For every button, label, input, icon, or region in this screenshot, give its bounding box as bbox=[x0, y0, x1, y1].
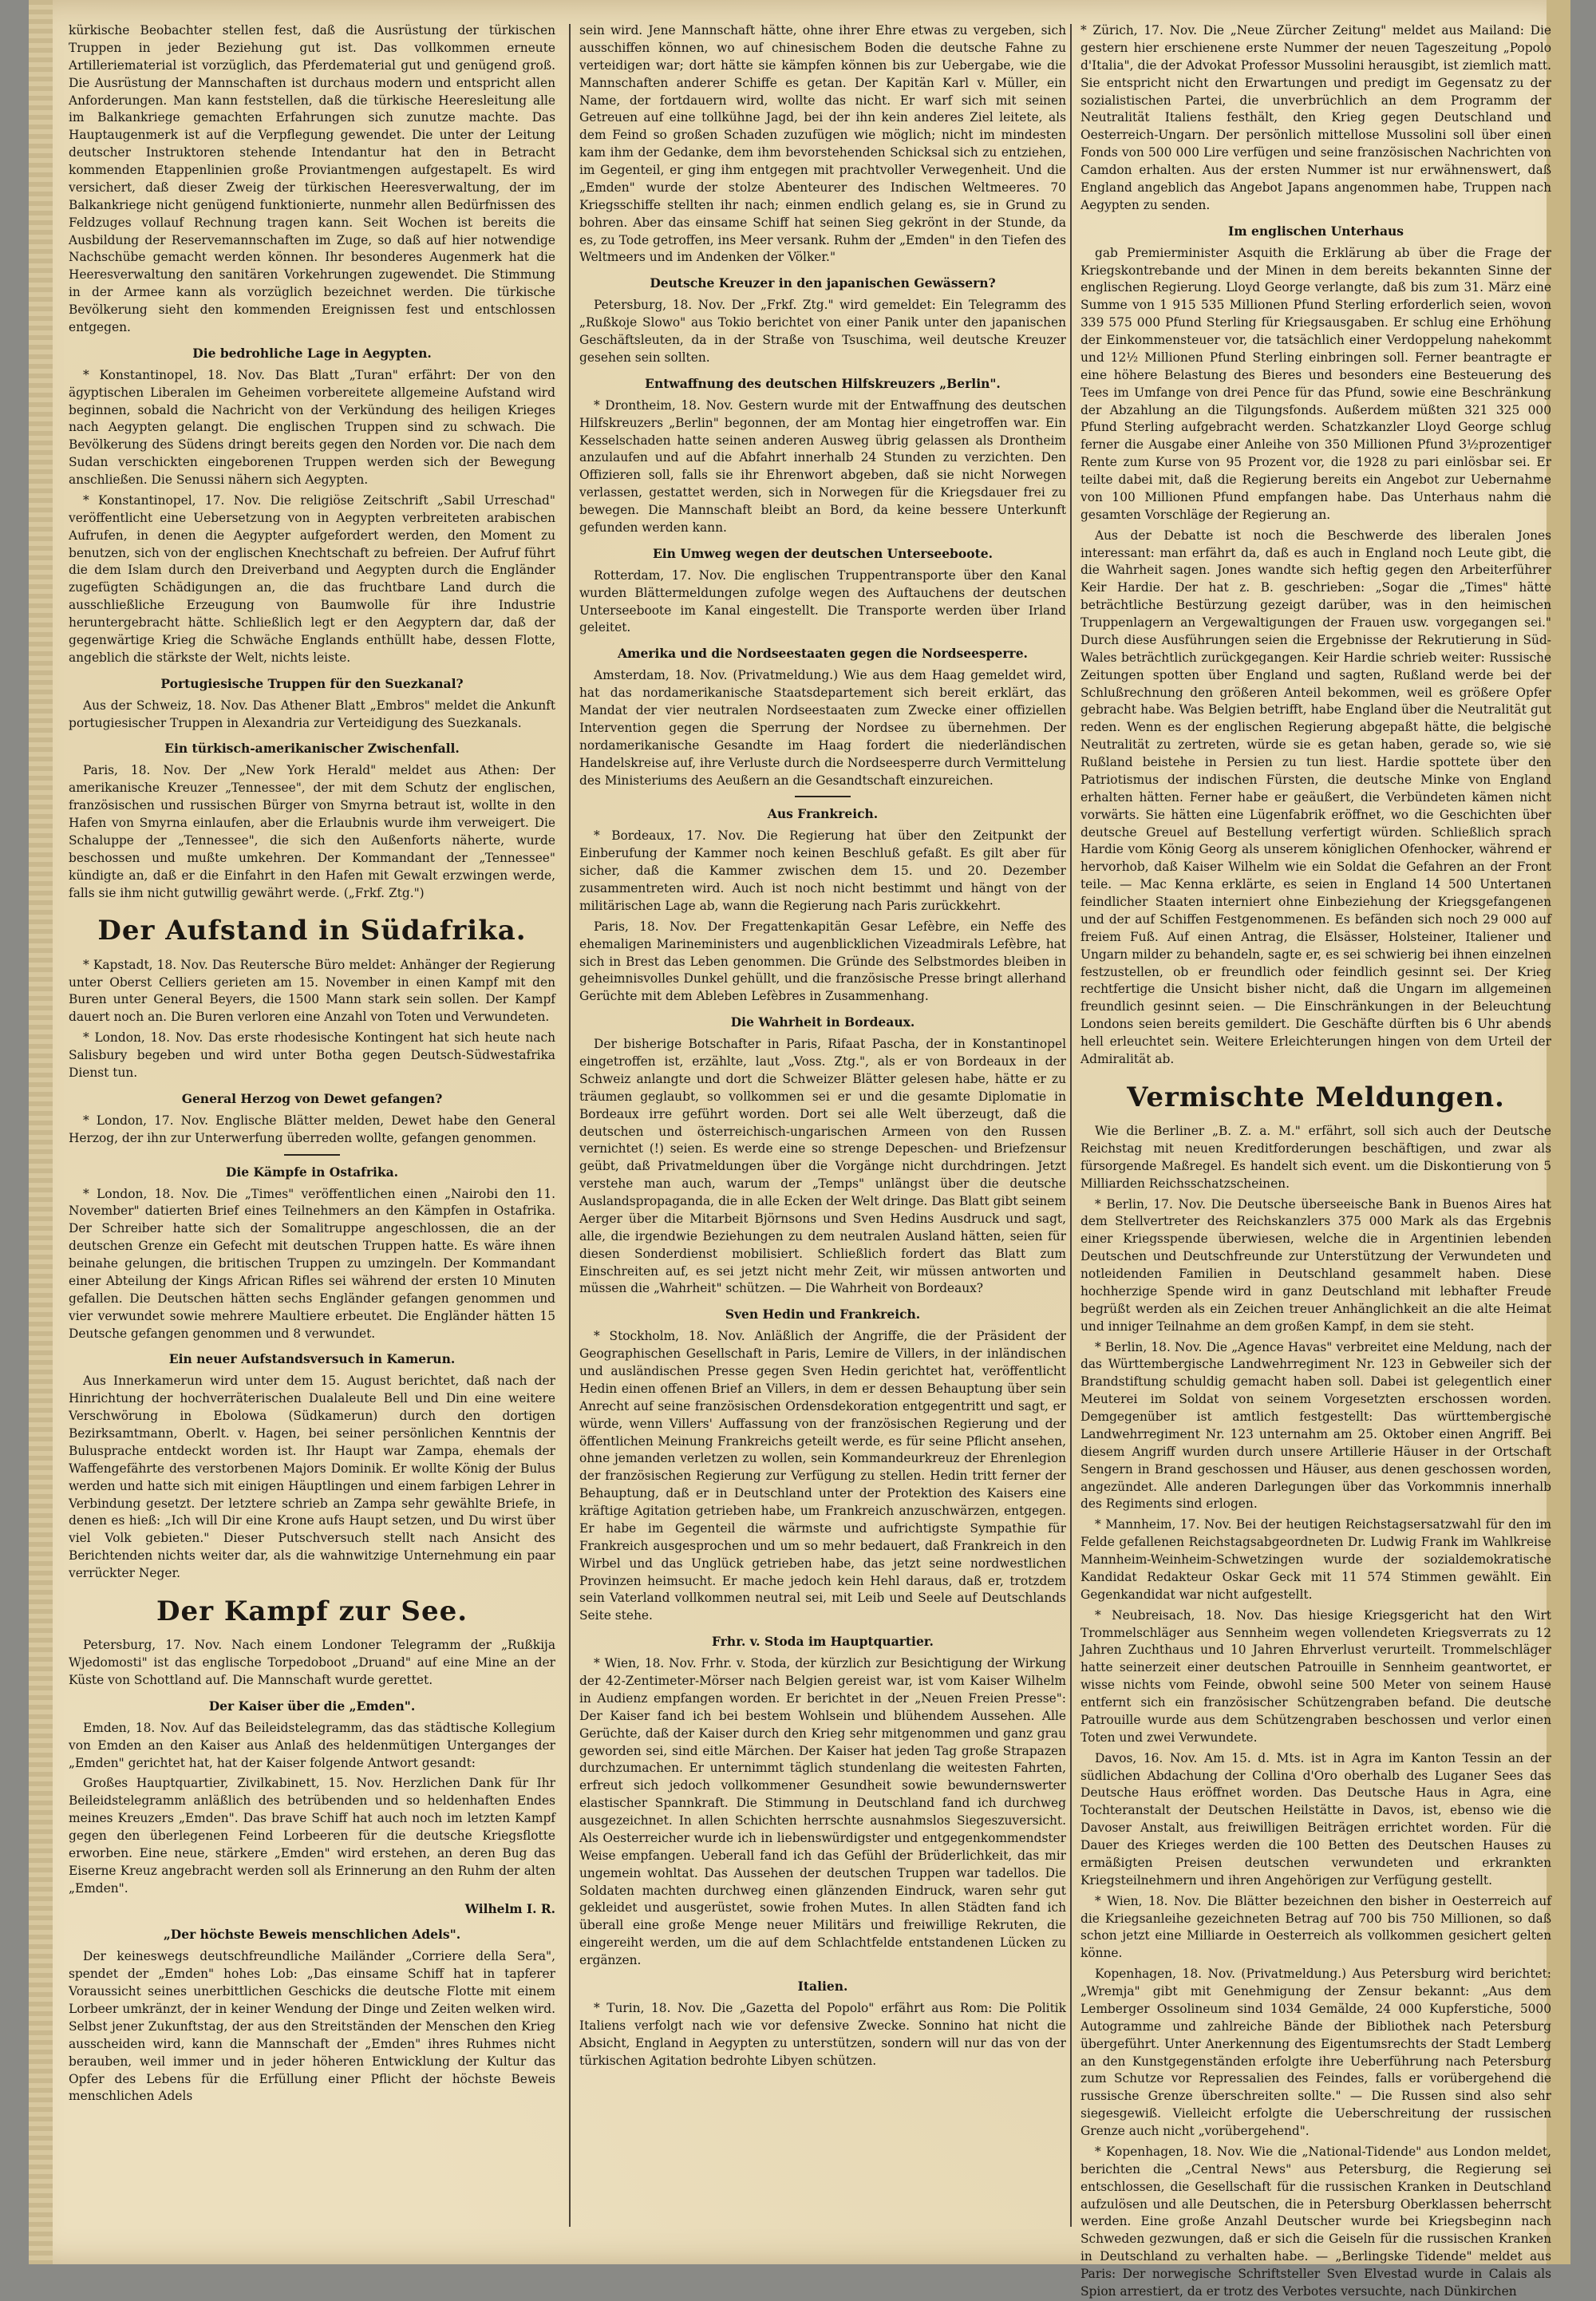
section-headline: Der Aufstand in Südafrika. bbox=[97, 915, 527, 947]
article-paragraph: * Berlin, 18. Nov. Die „Agence Havas" verbreitet eine Meldung, nach der das Württembergische Landwehrregiment Nr. 123 in Gebweiler sich der Brandstiftung schuldig gemacht haben soll. Dabei ist gelegentlich einer Meuterei im Soldat von seinem Vorgesetzten erschossen worden. Demgegenüber ist amtlich festgestellt: Das württembergische Landwehrregiment Nr. 123 unternahm am 25. Oktober einen Angriff. Bei diesem Angriff wurden durch unsere Artillerie Häuser in der Ortschaft Sengern in Brand geschossen und Häuser, aus denen geschossen worden, angezündet. Alle anderen Darlegungen über das Vorkommnis innerhalb des Regiments sind erlogen. bbox=[1080, 1339, 1551, 1512]
section-separator bbox=[795, 796, 851, 797]
article-paragraph: * Kapstadt, 18. Nov. Das Reutersche Büro meldet: Anhänger der Regierung unter Oberst Celliers gerieten am 15. November in einen Kampf mit den Buren unter General Beyers, die 1500 Mann stark sein sollen. Der Kampf dauert noch an. Die Buren verloren eine Anzahl von Toten und Verwundeten. bbox=[69, 957, 555, 1025]
article-paragraph: Petersburg, 17. Nov. Nach einem Londoner Telegramm der „Rußkija Wjedomosti" ist das englische Torpedoboot „Druand" auf eine Mine an der Küste von Schottland auf. Die Mannschaft wurde gerettet. bbox=[69, 1638, 555, 1687]
article-subheading: Ein Umweg wegen der deutschen Unterseeboote. bbox=[652, 545, 993, 561]
column-rule-1 bbox=[569, 24, 571, 2227]
section-headline: Vermischte Meldungen. bbox=[1127, 1081, 1505, 1113]
article-subheading: „Der höchste Beweis menschlichen Adels". bbox=[163, 1927, 461, 1943]
article-subheading: Ein türkisch-amerikanischer Zwischenfall. bbox=[164, 741, 460, 757]
column-1 bbox=[69, 22, 555, 2225]
article-subheading: Entwaffnung des deutschen Hilfskreuzers „Berlin". bbox=[645, 375, 1001, 391]
article-subheading: Die Kämpfe in Ostafrika. bbox=[225, 1164, 399, 1180]
article-subheading: Aus Frankreich. bbox=[767, 806, 879, 822]
article-subheading: Die bedrohliche Lage in Aegypten. bbox=[192, 345, 432, 361]
article-subheading: Italien. bbox=[797, 1978, 848, 1994]
article-subheading: Deutsche Kreuzer in den japanischen Gewässern? bbox=[650, 275, 996, 291]
article-paragraph: Großes Hauptquartier, Zivilkabinett, 15. Nov. Herzlichen Dank für Ihr Beileidstelegramm anläßlich des betrübenden und so heldenhaften Endes meines Kreuzers „Emden". Das brave Schiff hat auch noch im letzten Kampf gegen den überlegenen Feind Lorbeeren für die deutsche Kriegsflotte erworben. Eine neue, stärkere „Emden" wird erstehen, an deren Bug das Eiserne Kreuz angebracht werden soll als Erinnerung an den Ruhm der alten „Emden". bbox=[69, 1776, 555, 1896]
article-paragraph: * Zürich, 17. Nov. Die „Neue Zürcher Zeitung" meldet aus Mailand: Die gestern hier erschienene erste Nummer der neuen Tageszeitung „Popolo d'Italia", die der Advokat Professor Mussolini herausgibt, ist ziemlich matt. Sie entspricht nicht den Erwartungen und predigt im Gegensatz zu der sozialistischen Partei, die unverbrüchlich an dem Programm der Neutralität Italiens festhält, den Krieg gegen Deutschland und Oesterreich-Ungarn. Der persönlich mittellose Mussolini soll über einen Fonds von 500 000 Lire verfügen und seine französischen Nachrichten von Camdon erhalten. Aus der ersten Nummer ist nur erwähnenswert, daß England angeblich das Angebot Japans angenommen habe, Truppen nach Aegypten zu senden. bbox=[1080, 23, 1551, 212]
signature-line: Wilhelm I. R. bbox=[464, 1901, 555, 1916]
article-paragraph: Davos, 16. Nov. Am 15. d. Mts. ist in Agra im Kanton Tessin an der südlichen Abdachung der Collina d'Oro oberhalb des Luganer Sees das Deutsche Haus eröffnet worden. Das Deutsche Haus in Agra, eine Tochteranstalt der Deutschen Heilstätte in Davos, ist, ebenso wie die Davoser Anstalt, aus freiwilligen Beiträgen errichtet worden. Für die Dauer des Krieges werden die 100 Betten des Deutschen Hauses zu ermäßigten Preisen deutschen verwundeten und erkrankten Kriegsteilnehmern und ihren Angehörigen zur Verfügung gestellt. bbox=[1080, 1750, 1551, 1888]
article-paragraph: Aus der Debatte ist noch die Beschwerde des liberalen Jones interessant: man erfährt da, daß es auch in England noch Leute gibt, die die Wahrheit sagen. Jones wandte sich heftig gegen den Arbeiterführer Keir Hardie. Der hat z. B. geschrieben: „Sogar die „Times" hätte beträchtliche Bestürzung gezeigt darüber, was in den heimischen Truppenlagern an Vergewaltigungen der Frauen usw. vorgegangen sei." Durch diese Ausführungen seien die Ergebnisse der Rekrutierung in Süd-Wales beträchtlich zurückgegangen. Keir Hardie schrieb weiter: Russische Zeitungen spotten über England und sagten, Rußland werde bei der Schlußrechnung den größeren Anteil bekommen, weil es größere Opfer gebracht habe. Was Belgien betrifft, habe England über die Neutralität gut reden. Wenn es der englischen Regierung abgepaßt hätte, die belgische Neutralität zu zertreten, würde sie es getan haben, gerade so, wie sie Rußland beistehe in Persien zu tun liest. Hardie spottete über den Patriotismus der indischen Fürsten, die deutsche Minke von England erhalten hätten. Ferner habe er geäußert, die Verbündeten kämen nicht vorwärts. Sie hätten eine Lügenfabrik eröffnet, wo die Geschichten über deutsche Greuel auf Bestellung verfertigt würden. Schließlich sprach Hardie vom König Georg als unserem königlichen Ofenhocker, während er hervorhob, daß Kaiser Wilhelm wie ein Soldat die Gefahren an der Front teile. — Mac Kenna erklärte, es seien in England 14 500 Untertanen feindlicher Staaten interniert ohne Einbeziehung der Kriegsgefangenen und der auf Schiffen Festgenommenen. Es befänden sich noch 29 000 auf freiem Fuß. Auf einen Antrag, die Elsässer, Holsteiner, Italiener und Ungarn milder zu behandeln, sagte er, es sei schwierig bei ihnen einzelnen festzustellen, ob er freundlich oder feindlich gesinnt sei. Der Krieg rechtfertige die Unsicht bisher nicht, daß die Ungarn im allgemeinen freundlich gesinnt seien. — Die Einschränkungen in der Beleuchtung Londons seien bereits gemildert. Die Geschäfte dürften bis 6 Uhr abends hell erleuchtet sein. Weitere Erleichterungen hingen von dem Urteil der Admiralität ab. bbox=[1080, 528, 1551, 1066]
article-paragraph: * Turin, 18. Nov. Die „Gazetta del Popolo" erfährt aus Rom: Die Politik Italiens verfolgt nach wie vor defensive Zwecke. Sonnino hat nicht die Absicht, England in Aegypten zu unterstützen, sondern will nur das von der türkischen Agitation bedrohte Libyen schützen. bbox=[579, 2000, 1066, 2068]
article-paragraph: * London, 18. Nov. Das erste rhodesische Kontingent hat sich heute nach Salisbury begeben und wird unter Botha gegen Deutsch-Südwestafrika Dienst tun. bbox=[69, 1030, 555, 1080]
article-paragraph: Rotterdam, 17. Nov. Die englischen Truppentransporte über den Kanal wurden Blättermeldungen zufolge wegen des Auftauchens der deutschen Unterseeboote im Kanal eingestellt. Die Transporte werden über Irland geleitet. bbox=[579, 567, 1066, 635]
article-paragraph: sein wird. Jene Mannschaft hätte, ohne ihrer Ehre etwas zu vergeben, sich ausschiffen können, wo auf chinesischem Boden die deutsche Fahne zu verteidigen war; dort hätte sie kämpfen können bis zur Uebergabe, wie die Mannschaften anderer Schiffe es getan. Der Kapitän Karl v. Müller, ein Name, der fortdauern wird, wollte das nicht. Er warf sich mit seinen Getreuen auf eine tollkühne Jagd, bei der ihn kein anderes Ziel leitete, als dem Feind so großen Schaden zuzufügen wie möglich; nicht im mindesten kam ihm der Gedanke, dem ihm bevorstehenden Schicksal sich zu entziehen, im Gegenteil, er ging ihm entgegen mit prachtvoller Verwegenheit. Und die „Emden" wurde der stolze Abenteurer des Indischen Weltmeeres. 70 Kriegsschiffe stellten ihr nach; einmen endlich gelang es, sie in Grund zu bohren. Aber das einsame Schiff hat seinen Sieg gekrönt in der Stunde, da es, zu Tode getroffen, ins Meer versank. Ruhm der „Emden" in den Tiefen des Weltmeers und im Andenken der Völker." bbox=[579, 23, 1066, 265]
article-subheading: General Herzog von Dewet gefangen? bbox=[181, 1090, 443, 1106]
column-3 bbox=[1080, 22, 1551, 2299]
article-paragraph: * Drontheim, 18. Nov. Gestern wurde mit der Entwaffnung des deutschen Hilfskreuzers „Berlin" begonnen, der am Montag hier eingetroffen war. Ein Kesselschaden hatte seinen anderen Ausweg übrig gelassen als Drontheim anzulaufen und auf die Abfahrt innerhalb 24 Stunden zu verzichten. Den Offizieren soll, falls sie ihr Ehrenwort abgeben, daß sie nicht Norwegen verlassen, gestattet werden, sich in Norwegen für die Kriegsdauer frei zu bewegen. Die Mannschaft bleibt an Bord, da keine bessere Unterkunft gefunden werden kann. bbox=[579, 397, 1066, 535]
section-separator bbox=[284, 1154, 340, 1156]
left-binding-strip bbox=[29, 0, 53, 2264]
article-paragraph: Wie die Berliner „B. Z. a. M." erfährt, soll sich auch der Deutsche Reichstag mit neuen Kreditforderungen beschäftigen, und zwar als fürsorgende Maßregel. Es handelt sich event. um die Diskontierung von 5 Milliarden Reichsschatzscheinen. bbox=[1080, 1124, 1551, 1191]
article-subheading: Die Wahrheit in Bordeaux. bbox=[730, 1014, 915, 1030]
article-paragraph: Kopenhagen, 18. Nov. (Privatmeldung.) Aus Petersburg wird berichtet: „Wremja" gibt mit Genehmigung der Zensur bekannt: „Aus dem Lemberger Ossolineum sind 1034 Gemälde, 24 000 Kupferstiche, 5000 Autogramme und zahlreiche Bände der Bibliothek nach Petersburg übergeführt. Unter Anerkennung des Eigentumsrechts der Stadt Lemberg an den Kunstgegenständen erfolgte ihre Ueberführung nach Petersburg zum Schutze vor Repressalien des Feindes, falls er vorübergehend die russische Grenze überschreiten sollte." — Die Russen sind also sehr siegesgewiß. Vielleicht erfolgte die Ueberschreitung der russischen Grenze auch nicht „vorübergehend". bbox=[1080, 1967, 1551, 2139]
column-rule-2 bbox=[1070, 24, 1072, 2227]
article-paragraph: Emden, 18. Nov. Auf das Beileidstelegramm, das das städtische Kollegium von Emden an den Kaiser aus Anlaß des heldenmütigen Unterganges der „Emden" gerichtet hat, hat der Kaiser folgende Antwort gesandt: bbox=[69, 1720, 555, 1770]
article-paragraph: gab Premierminister Asquith die Erklärung ab über die Frage der Kriegskontrebande und der Minen in dem bereits bekannten Sinne der englischen Regierung. Lloyd George verlangte, daß bis zum 31. März eine Summe von 1 915 535 Millionen Pfund Sterling erforderlich seien, wovon 339 575 000 Pfund Sterling für Kriegsausgaben. Er schlug eine Erhöhung der Einkommensteuer vor, die tatsächlich einer Verdoppelung nahekommt und 12½ Millionen Pfund Sterling einbringen soll. Ferner beantragte er eine höhere Belastung des Bieres und besonders eine Besteuerung des Tees im Umfange von drei Pence für das Pfund, sowie eine Beschränkung der Abzahlung an die Tilgungsfonds. Außerdem müßten 321 325 000 Pfund Sterling aufgebracht werden. Schatzkanzler Lloyd George schlug ferner die Ausgabe einer Anleihe von 350 Millionen Pfund 3½prozentiger Rente zum Kurse von 95 Prozent vor, die 1928 zu pari einlösbar sei. Er teilte dabei mit, daß die Regierung bereits ein Angebot zur Uebernahme von 100 Millionen Pfund empfangen habe. Das Unterhaus nahm die gesamten Vorschläge der Regierung an. bbox=[1080, 245, 1551, 522]
article-paragraph: Aus Innerkamerun wird unter dem 15. August berichtet, daß nach der Hinrichtung der hochverräterischen Dualaleute Bell und Din eine weitere Verschwörung in Ebolowa (Südkamerun) durch den dortigen Bezirksamtmann, Oberlt. v. Hagen, bei seiner persönlichen Kenntnis der Bulusprache entdeckt worden ist. Ihr Haupt war Zampa, ehemals der Waffengefährte des verstorbenen Majors Dominik. Er wollte König der Bulus werden und hatte sich mit einigen Häuptlingen und einem farbigen Lehrer in Verbindung gesetzt. Der letztere schrieb an Zampa sehr gewählte Briefe, in denen es hieß: „Ich will Dir eine Krone aufs Haupt setzen, und Du wirst über viel Volk gebieten." Dieser Putschversuch stellt nach Ansicht des Berichtenden nichts weiter dar, als die wahnwitzige Unternehmung ein paar verrückter Neger. bbox=[69, 1374, 555, 1581]
article-paragraph: kürkische Beobachter stellen fest, daß die Ausrüstung der türkischen Truppen in jeder Beziehung gut ist. Das vollkommen erneute Artilleriematerial ist vorzüglich, das Pferdematerial gut und genügend groß. Die Ausrüstung der Mannschaften ist durchaus modern und entspricht allen Anforderungen. Man kann feststellen, daß die türkische Heeresleitung alle im Balkankriege gemachten Erfahrungen sich zunutze machte. Das Hauptaugenmerk ist auf die Verpflegung gewendet. Die unter der Leitung deutscher Instruktoren stehende Intendantur hat den in Betracht kommenden Etappenlinien große Proviantmengen aufgestapelt. Es wird versichert, daß dieser Zweig der türkischen Heeresverwaltung, der im Balkankriege nicht genügend funktionierte, nunmehr allen Bedürfnissen des Feldzuges vollauf Rechnung tragen kann. Seit Wochen ist bereits die Ausbildung der Reservemannschaften im Zuge, so daß auf hier notwendige Nachschübe gemacht werden können. Ihr besonderes Augenmerk hat die Heeresverwaltung den sanitären Vorkehrungen zugewendet. Die Stimmung in der Armee kann als vorzüglich bezeichnet werden. Die türkische Bevölkerung sieht den kommenden Ereignissen fest und entschlossen entgegen. bbox=[69, 23, 555, 334]
article-subheading: Sven Hedin und Frankreich. bbox=[725, 1307, 921, 1322]
article-subheading: Amerika und die Nordseestaaten gegen die Nordseesperre. bbox=[618, 646, 1028, 662]
article-subheading: Im englischen Unterhaus bbox=[1227, 223, 1404, 239]
article-paragraph: * Berlin, 17. Nov. Die Deutsche überseeische Bank in Buenos Aires hat dem Stellvertreter des Reichskanzlers 375 000 Mark als das Ergebnis einer Kriegsspende überwiesen, welche die in Argentinien lebenden Deutschen und Deutschfreunde zur Unterstützung der Verwundeten und notleidenden Familien in Deutschland gesammelt haben. Diese hochherzige Spende wird in ganz Deutschland mit lebhafter Freude begrüßt werden als ein Zeichen treuer Anhänglichkeit an die alte Heimat und inniger Teilnahme an dem großen Kampf, in dem sie steht. bbox=[1080, 1196, 1551, 1334]
article-paragraph: * Konstantinopel, 17. Nov. Die religiöse Zeitschrift „Sabil Urreschad" veröffentlicht eine Uebersetzung von in Aegypten verbreiteten arabischen Aufrufen, in denen die Aegypter aufgefordert werden, den Moment zu benutzen, sich von der englischen Knechtschaft zu befreien. Der Aufruf führt die dem Islam durch den Dreiverband und Aegypten durch die Engländer zugefügten Schädigungen an, die das fruchtbare Land durch die ausschließliche Erzeugung von Baumwolle für ihre Industrie heruntergebracht hätte. Schließlich legt er den Aegyptern dar, daß der gegenwärtige Krieg die Schwäche Englands enthüllt habe, dessen Flotte, angeblich die stärkste der Welt, nichts leiste. bbox=[69, 492, 555, 665]
column-2 bbox=[579, 22, 1066, 2225]
article-paragraph: * Mannheim, 17. Nov. Bei der heutigen Reichstagsersatzwahl für den im Felde gefallenen Reichstagsabgeordneten Dr. Ludwig Frank im Wahlkreise Mannheim-Weinheim-Schwetzingen wurde der sozialdemokratische Kandidat Redakteur Oskar Geck mit 11 574 Stimmen gewählt. Ein Gegenkandidat war nicht aufgestellt. bbox=[1080, 1517, 1551, 1602]
article-subheading: Portugiesische Truppen für den Suezkanal? bbox=[160, 675, 464, 691]
article-paragraph: * Wien, 18. Nov. Frhr. v. Stoda, der kürzlich zur Besichtigung der Wirkung der 42-Zentimeter-Mörser nach Belgien gereist war, ist vom Kaiser Wilhelm in Audienz empfangen worden. Er berichtet in der „Neuen Freien Presse": Der Kaiser fand ich bei bestem Wohlsein und blühendem Aussehen. Alle Gerüchte, daß der Kaiser durch den Krieg sehr mitgenommen und ganz grau geworden sei, sind eitle Märchen. Der Kaiser hat jeden Tag große Strapazen durchzumachen. Er unternimmt täglich stundenlang die weitesten Fahrten, erfreut sich jedoch vollkommener Gesundheit sowie bewundernswerter elastischer Spannkraft. Die Stimmung in Deutschland fand ich durchweg ausgezeichnet. In allen Schichten herrschte ausnahmslos Siegeszuversicht. Als Oesterreicher wurde ich in liebenswürdigster und entgegenkommendster Weise empfangen. Ueberall fand ich das Gefühl der Brüderlichkeit, das mir ungemein wohltat. Das Aussehen der deutschen Truppen war tadellos. Die Soldaten machten durchweg einen glänzenden Eindruck, waren sehr gut gekleidet und ausgerüstet, sowie frohen Mutes. In allen Städten fand ich überall eine große Menge neuer Militärs und freiwillige Rekruten, die eingereiht werden, um die auf dem Schlachtfelde entstandenen Lücken zu ergänzen. bbox=[579, 1656, 1066, 1967]
section-headline: Der Kampf zur See. bbox=[156, 1595, 468, 1627]
article-subheading: Der Kaiser über die „Emden". bbox=[208, 1698, 416, 1714]
article-paragraph: Der bisherige Botschafter in Paris, Rifaat Pascha, der in Konstantinopel eingetroffen ist, erzählte, laut „Voss. Ztg.", als er von Bordeaux in der Schweiz anlangte und dort die Schweizer Blätter gelesen habe, hätte er zu träumen geglaubt, so vollkommen sei er und die gesamte Diplomatie in Bordeaux irre geführt worden. Dort sei alle Welt überzeugt, daß die deutschen und österreichisch-ungarischen Armeen von den Russen vernichtet (!) seien. Es werde eine so strenge Depeschen- und Briefzensur geübt, daß Privatmeldungen über die Vorgänge nicht durchdringen. Jetzt verstehe man auch, warum der „Temps" unlängst über die deutsche Auslandspropaganda, die in alle Ecken der Welt dringe. Das Blatt gibt seinem Aerger über die Mitarbeit Björnsons und Sven Hedins Ausdruck und sagt, alle, die irgendwie Beziehungen zu dem neutralen Ausland hätten, seien für diesen Sonderdienst mobilisiert. Schließlich fordert das Blatt zum Einschreiten auf, es sei jetzt nicht mehr Zeit, wir müssen antworten und müssen die „Wahrheit" schützen. — Die Wahrheit von Bordeaux? bbox=[579, 1037, 1066, 1296]
article-paragraph: Petersburg, 18. Nov. Der „Frkf. Ztg." wird gemeldet: Ein Telegramm des „Rußkoje Slowo" aus Tokio berichtet von einer Panik unter den japanischen Geschäftsleuten, da in der Straße von Tsuschima, weil deutsche Kreuzer gesehen sein sollten. bbox=[579, 298, 1066, 365]
article-paragraph: * Kopenhagen, 18. Nov. Wie die „National-Tidende" aus London meldet, berichten die „Central News" aus Petersburg, die Regierung sei entschlossen, die Gesellschaft für die russischen Kranken in Deutschland aufzulösen und alle Deutschen, die in Petersburg Oberklassen beherrscht werden. Eine große Anzahl Deutscher wurde bei Kriegsbeginn nach Schweden gezwungen, daß er sich die Geiseln für die russischen Kranken in Deutschland zu verhalten habe. — „Berlingske Tidende" meldet aus Paris: Der norwegische Schriftsteller Sven Elvestad wurde in Calais als Spion arrestiert, da er trotz des Verbotes versuchte, nach Dünkirchen bbox=[1080, 2144, 1551, 2299]
newspaper-page bbox=[29, 0, 1570, 2299]
article-paragraph: * Neubreisach, 18. Nov. Das hiesige Kriegsgericht hat den Wirt Trommelschläger aus Sennheim wegen vollendeten Kriegsverrats zu 12 Jahren Zuchthaus und 10 Jahren Ehrverlust verurteilt. Trommelschläger hatte seinerzeit einer deutschen Patrouille in Sennheim geantwortet, er wisse nichts vom Feinde, obwohl seine 500 Meter von seinem Hause entfernt sich ein französischer Schützengraben befand. Die deutsche Patrouille wurde aus dem Schützengraben beschossen und verlor einen Toten und zwei Verwundete. bbox=[1080, 1607, 1551, 1745]
article-paragraph: Der keineswegs deutschfreundliche Mailänder „Corriere della Sera", spendet der „Emden" hohes Lob: „Das einsame Schiff hat in tapferer Voraussicht seines unerbittlichen Geschicks die deutsche Flotte mit einem Lorbeer umkränzt, der in keiner Wendung der Dinge und Zeiten welken wird. Selbst jener Zukunftstag, der aus den Streitständen der Menschen den Krieg ausscheiden wird, kann die Mannschaft der „Emden" ihres Ruhmes nicht berauben, weil immer und in jeder höheren Entwicklung der Kultur das Opfer des Lebens für die Erfüllung einer Pflicht der höchste Beweis menschlichen Adels bbox=[69, 1949, 555, 2104]
article-paragraph: * Konstantinopel, 18. Nov. Das Blatt „Turan" erfährt: Der von den ägyptischen Liberalen im Geheimen vorbereitete allgemeine Aufstand wird beginnen, sobald die Nachricht von der Verkündung des heiligen Krieges nach Aegypten gelangt. Die englischen Truppen sind zu schwach. Die Bevölkerung des Südens dringt bereits gegen den Norden vor. Die nach dem Sudan verschickten eingeborenen Truppen werden sich der Bewegung anschließen. Die Senussi nähern sich Aegypten. bbox=[69, 367, 555, 487]
article-paragraph: Aus der Schweiz, 18. Nov. Das Athener Blatt „Embros" meldet die Ankunft portugiesischer Truppen in Alexandria zur Verteidigung des Suezkanals. bbox=[69, 698, 555, 730]
article-paragraph: * Wien, 18. Nov. Die Blätter bezeichnen den bisher in Oesterreich auf die Kriegsanleihe gezeichneten Betrag auf 700 bis 750 Millionen, so daß schon jetzt eine Milliarde in Oesterreich als vollkommen gesichert gelten könne. bbox=[1080, 1893, 1551, 1961]
article-paragraph: * London, 18. Nov. Die „Times" veröffentlichen einen „Nairobi den 11. November" datierten Brief eines Teilnehmers an den Kämpfen in Ostafrika. Der Schreiber hatte sich der Somalitruppe angeschlossen, die an der deutschen Grenze ein Gefecht mit deutschen Truppen hatte. Es wäre ihnen beinahe gelungen, die britischen Truppen zu umzingeln. Der Kommandant einer Abteilung der Kings African Rifles sei während der ersten 10 Minuten gefallen. Die Deutschen hätten sechs Engländer gefangen genommen und vier verwundet sowie mehrere Maultiere erbeutet. Die Engländer hätten 15 Deutsche gefangen genommen und 8 verwundet. bbox=[69, 1186, 555, 1341]
article-paragraph: Paris, 18. Nov. Der „New York Herald" meldet aus Athen: Der amerikanische Kreuzer „Tennessee", der mit dem Schutz der englischen, französischen und russischen Bürger von Smyrna betraut ist, wollte in den Hafen von Smyrna einlaufen, aber die Erlaubnis wurde ihm verweigert. Die Schaluppe der „Tennessee", die sich den Außenforts näherte, wurde beschossen und mußte umkehren. Der Kommandant der „Tennessee" kündigte an, daß er die Einfahrt in den Hafen mit Gewalt erzwingen werde, falls sie ihm nicht gutwillig gewährt werde. („Frkf. Ztg.") bbox=[69, 763, 555, 900]
article-paragraph: * Bordeaux, 17. Nov. Die Regierung hat über den Zeitpunkt der Einberufung der Kammer noch keinen Beschluß gefaßt. Es gilt aber für sicher, daß die Kammer zwischen dem 15. und 20. Dezember zusammentreten wird. Auch ist noch nicht bestimmt und hängt von der militärischen Lage ab, wann die Regierung nach Paris zurückkehrt. bbox=[579, 828, 1066, 913]
article-subheading: Ein neuer Aufstandsversuch in Kamerun. bbox=[168, 1351, 456, 1367]
article-paragraph: Amsterdam, 18. Nov. (Privatmeldung.) Wie aus dem Haag gemeldet wird, hat das nordamerikanische Staatsdepartement sich bereit erklärt, das Mandat der vier neutralen Nordseestaaten zum Zwecke einer offiziellen Intervention gegen die Sperrung der Nordsee zu übernehmen. Der nordamerikanische Gesandte im Haag fordert die niederländischen Handelskreise auf, ihre Verluste durch die Nordseesperre durch Vermittelung des Ministeriums des Aeußern an die Gesandtschaft einzureichen. bbox=[579, 668, 1066, 788]
article-paragraph: Paris, 18. Nov. Der Fregattenkapitän Gesar Lefèbre, ein Neffe des ehemaligen Marineministers und augenblicklichen Vizeadmirals Lefèbre, hat sich in Brest das Leben genommen. Die Gründe des Selbstmordes bleiben in geheimnisvolles Dunkel gehüllt, und die französische Presse bringt allerhand Gerüchte mit dem Ableben Lefèbres in Zusammenhang. bbox=[579, 919, 1066, 1004]
article-paragraph: * London, 17. Nov. Englische Blätter melden, Dewet habe den General Herzog, der ihn zur Unterwerfung überreden wollte, gefangen genommen. bbox=[69, 1113, 555, 1145]
article-paragraph: * Stockholm, 18. Nov. Anläßlich der Angriffe, die der Präsident der Geographischen Gesellschaft in Paris, Lemire de Villers, in der inländischen und ausländischen Presse gegen Sven Hedin gerichtet hat, veröffentlicht Hedin einen offenen Brief an Villers, in dem er dessen Behauptung über sein Anrecht auf seine französischen Ordensdekoration entgegentritt und sagt, er würde, wenn Villers' Auffassung von der französischen Regierung und der öffentlichen Meinung Frankreichs geteilt werde, es für seine Pflicht ansehen, ohne jemanden verletzen zu wollen, sein Kommandeurkreuz der Ehrenlegion der französischen Regierung zur Verfügung zu stellen. Hedin tritt ferner der Behauptung, daß er in Deutschland unter der Protektion des Kaisers eine kräftige Agitation getrieben habe, um Frankreich anzuschwärzen, entgegen. Er habe im Gegenteil die wärmste und aufrichtigste Sympathie für Frankreich ausgesprochen und um so mehr bedauert, daß Frankreich in den Wirbel und das Unglück getrieben habe, das jetzt seine nordwestlichen Provinzen heimsucht. Er mache jedoch kein Hehl daraus, daß er, trotzdem sein Vaterland vollkommen neutral sei, mit Leib und Seele auf Deutschlands Seite stehe. bbox=[579, 1329, 1066, 1623]
article-subheading: Frhr. v. Stoda im Hauptquartier. bbox=[712, 1634, 934, 1650]
